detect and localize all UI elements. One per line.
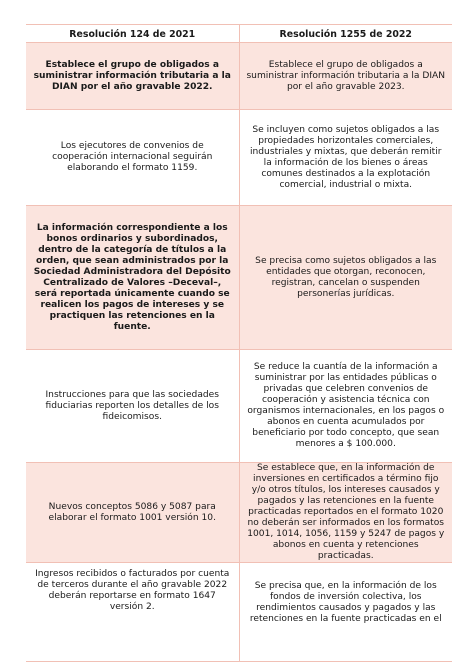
cell-right: Se precisa como sujetos obligados a las entidades que otorgan, reconocen, registran, cancelan o suspenden personerías jurídicas. xyxy=(239,206,452,350)
header-resolucion-1255: Resolución 1255 de 2022 xyxy=(239,25,452,43)
cell-left: Los ejecutores de convenios de cooperación internacional seguirán elaborando el formato 1159. xyxy=(26,110,239,206)
cell-left: La información correspondiente a los bonos ordinarios y subordinados, dentro de la categoría de títulos a la orden, que sean administrados por la Sociedad Administradora del Depósito Centralizado de Valores –Deceval–, será reportada únicamente cuando se realicen los pagos de intereses y se practiquen las retenciones en la fuente. xyxy=(26,206,239,350)
cell-left: Establece el grupo de obligados a suministrar información tributaria a la DIAN por el año gravable 2022. xyxy=(26,43,239,110)
cell-left: Nuevos conceptos 5086 y 5087 para elaborar el formato 1001 versión 10. xyxy=(26,463,239,563)
cell-left: Ingresos recibidos o facturados por cuenta de terceros durante el año gravable 2022 deberán reportarse en formato 1647 versión 2. xyxy=(26,563,239,662)
cell-right: Se precisa que, en la información de los fondos de inversión colectiva, los rendimientos causados y pagados y las retenciones en la fuente practicadas en el xyxy=(239,563,452,662)
cell-right: Se reduce la cuantía de la información a suministrar por las entidades públicas o privadas que celebren convenios de cooperación y asistencia técnica con organismos internacionales, en los pagos o abonos en cuenta acumulados por beneficiario por todo concepto, que sean menores a $ 100.000. xyxy=(239,350,452,463)
cell-right: Establece el grupo de obligados a suministrar información tributaria a la DIAN por el año gravable 2023. xyxy=(239,43,452,110)
table-row xyxy=(26,563,452,662)
cell-right: Se establece que, en la información de inversiones en certificados a término fijo y/o otros títulos, los intereses causados y pagados y las retenciones en la fuente practicadas reportados en el formato 1020 no deberán ser informados en los formatos 1001, 1014, 1056, 1159 y 5247 de pagos y abonos en cuenta y retenciones practicadas. xyxy=(239,463,452,563)
comparison-table xyxy=(26,24,452,662)
table-row xyxy=(26,206,452,350)
header-resolucion-124: Resolución 124 de 2021 xyxy=(26,25,239,43)
table-row xyxy=(26,350,452,463)
table-row xyxy=(26,110,452,206)
table-row xyxy=(26,43,452,110)
table-header-row xyxy=(26,25,452,43)
cell-right: Se incluyen como sujetos obligados a las propiedades horizontales comerciales, industriales y mixtas, que deberán remitir la información de los bienes o áreas comunes destinados a la explotación comercial, industrial o mixta. xyxy=(239,110,452,206)
table-row xyxy=(26,463,452,563)
cell-left: Instrucciones para que las sociedades fiduciarias reporten los detalles de los fideicomisos. xyxy=(26,350,239,463)
